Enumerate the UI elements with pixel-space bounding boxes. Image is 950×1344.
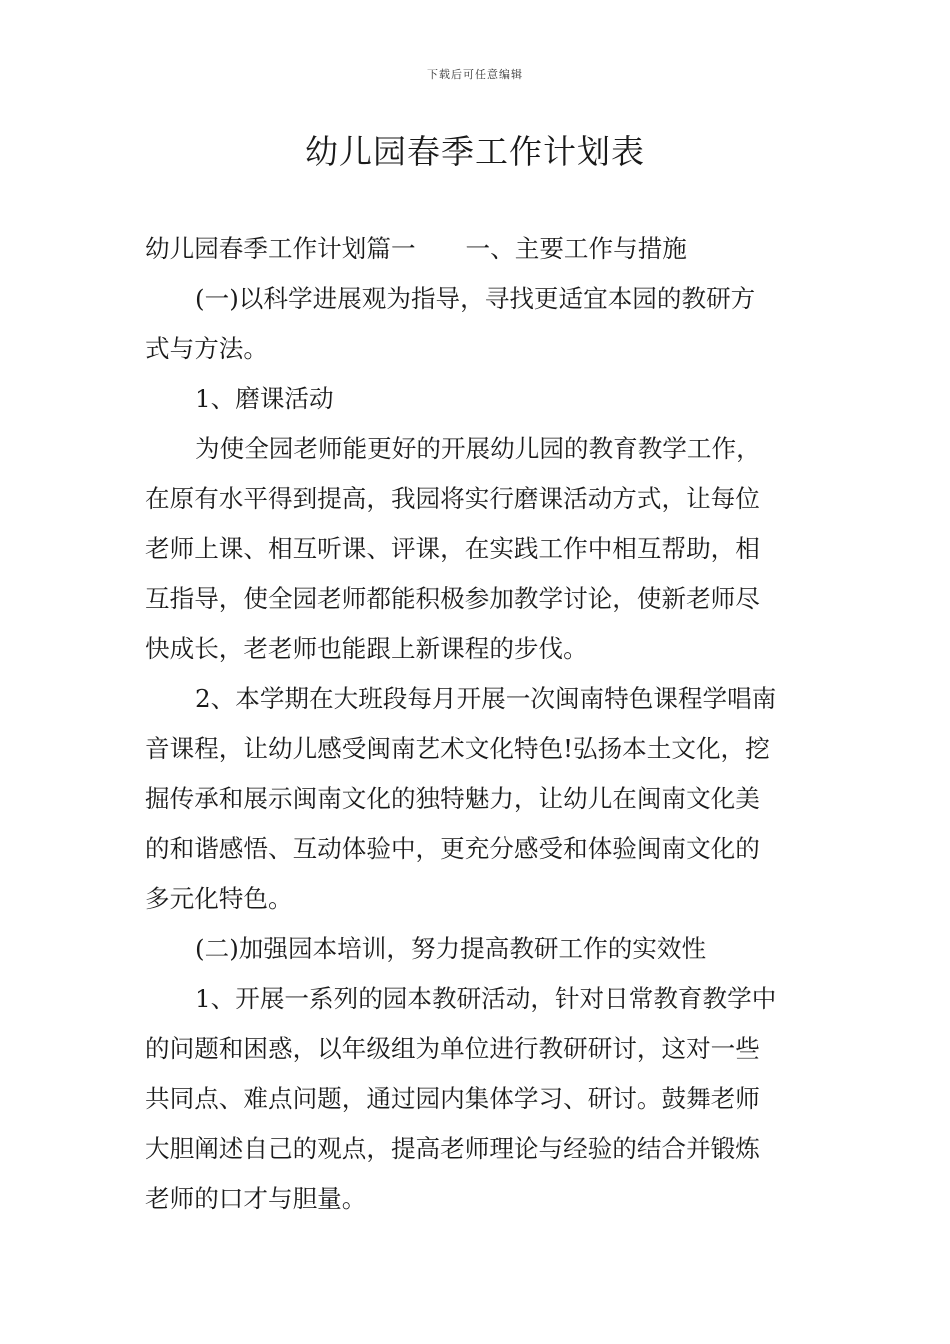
paragraph-line: 2、本学期在大班段每月开展一次闽南特色课程学唱南 xyxy=(195,684,777,713)
paragraph-line: 1、开展一系列的园本教研活动，针对日常教育教学中 xyxy=(195,984,777,1013)
paragraph-line: 多元化特色。 xyxy=(145,884,293,913)
paragraph-line: 大胆阐述自己的观点，提高老师理论与经验的结合并锻炼 xyxy=(145,1134,760,1163)
paragraph-line: 式与方法。 xyxy=(145,334,268,363)
article-label: 幼儿园春季工作计划篇一 xyxy=(145,234,416,263)
document-title: 幼儿园春季工作计划表 xyxy=(305,132,645,171)
section-heading: 一、主要工作与措施 xyxy=(465,234,687,263)
paragraph-line: 的和谐感悟、互动体验中，更充分感受和体验闽南文化的 xyxy=(145,834,760,863)
paragraph-line: 互指导，使全园老师都能积极参加教学讨论，使新老师尽 xyxy=(145,584,760,613)
paragraph-line: 快成长，老老师也能跟上新课程的步伐。 xyxy=(145,634,588,663)
paragraph-line: 掘传承和展示闽南文化的独特魅力，让幼儿在闽南文化美 xyxy=(145,784,760,813)
subheading-line: 1、磨课活动 xyxy=(195,384,334,413)
paragraph-line: 老师上课、相互听课、评课，在实践工作中相互帮助，相 xyxy=(145,534,760,563)
paragraph-line: 的问题和困惑，以年级组为单位进行教研研讨，这对一些 xyxy=(145,1034,760,1063)
paragraph-line: 音课程，让幼儿感受闽南艺术文化特色!弘扬本土文化，挖 xyxy=(145,734,770,763)
paragraph-line: (一)以科学进展观为指导，寻找更适宜本园的教研方 xyxy=(195,284,756,313)
document-body xyxy=(145,224,809,1224)
subheading-line: (二)加强园本培训，努力提高教研工作的实效性 xyxy=(195,934,707,963)
paragraph-line: 共同点、难点问题，通过园内集体学习、研讨。鼓舞老师 xyxy=(145,1084,760,1113)
header-note: 下载后可任意编辑 xyxy=(427,68,523,81)
paragraph-line: 在原有水平得到提高，我园将实行磨课活动方式，让每位 xyxy=(145,484,760,513)
paragraph-line: 老师的口才与胆量。 xyxy=(145,1184,367,1213)
section-heading-line xyxy=(145,224,809,274)
paragraph-line: 为使全园老师能更好的开展幼儿园的教育教学工作， xyxy=(195,434,761,463)
